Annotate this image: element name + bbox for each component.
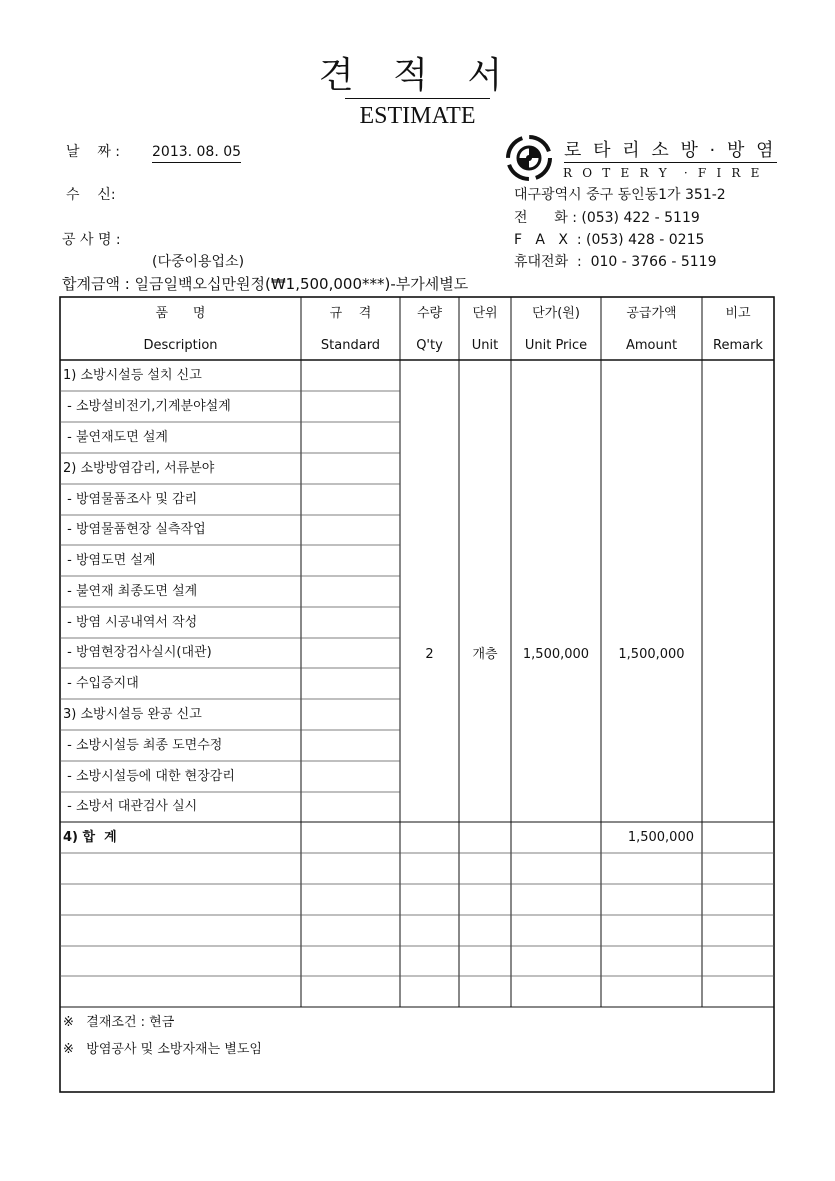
project-value: (다중이용업소) <box>152 254 245 270</box>
merged-amount-value: 1,500,000 <box>618 647 685 662</box>
table-row-description: - 방염물품현장 실측작업 <box>63 522 206 537</box>
note-separate-materials: ※ 방염공사 및 소방자재는 별도임 <box>63 1042 262 1057</box>
table-row-description: - 소방설비전기,기계분야설계 <box>63 399 231 414</box>
table-row-description: - 불연재 최종도면 설계 <box>63 584 198 599</box>
document-title-english: ESTIMATE <box>359 103 476 129</box>
header-amount-ko: 공급가액 <box>626 306 677 321</box>
header-standard-ko: 규 격 <box>329 306 372 321</box>
document-title-korean: 견 적 서 <box>318 55 517 96</box>
header-description-en: Description <box>143 338 218 353</box>
company-fax: F A X : (053) 428 - 0215 <box>514 232 705 248</box>
table-row-description: - 방염도면 설계 <box>63 553 156 568</box>
table-row-description: - 방염 시공내역서 작성 <box>63 615 198 630</box>
date-value: 2013. 08. 05 <box>152 143 241 163</box>
table-row-description: 2) 소방방염감리, 서류분야 <box>63 461 215 476</box>
table-row-description: - 소방시설등에 대한 현장감리 <box>63 769 235 784</box>
header-unit-en: Unit <box>471 338 499 353</box>
merged-unit-price-value: 1,500,000 <box>522 647 590 662</box>
total-amount-line: 합계금액 : 일금일백오십만원정(₩1,500,000***)-부가세별도 <box>62 275 469 293</box>
header-remark-en: Remark <box>713 338 763 353</box>
note-payment-terms: ※ 결재조건 : 현금 <box>63 1015 175 1030</box>
company-mobile: 휴대전화 : 010 - 3766 - 5119 <box>514 254 717 270</box>
merged-unit-value: 개층 <box>472 647 498 662</box>
table-row-description: - 수입증지대 <box>63 676 139 691</box>
recipient-label: 수 신: <box>66 187 116 203</box>
merged-qty-value: 2 <box>425 647 434 662</box>
table-row-description: - 소방시설등 최종 도면수정 <box>63 738 223 753</box>
company-phone: 전 화 : (053) 422 - 5119 <box>514 210 700 226</box>
table-row-description: 3) 소방시설등 완공 신고 <box>63 707 202 722</box>
project-label: 공 사 명 : <box>62 232 121 248</box>
company-name-english: R O T E R Y · F I R E <box>563 166 763 180</box>
header-standard-en: Standard <box>320 338 381 353</box>
sum-row-amount: 1,500,000 <box>627 830 694 845</box>
table-row-description: 1) 소방시설등 설치 신고 <box>63 368 202 383</box>
header-qty-ko: 수량 <box>416 306 443 321</box>
header-unit-price-en: Unit Price <box>524 338 588 353</box>
table-row-description: - 방염물품조사 및 감리 <box>63 492 198 507</box>
header-unit-ko: 단위 <box>472 306 498 321</box>
header-remark-ko: 비고 <box>725 306 751 321</box>
header-amount-en: Amount <box>625 338 678 353</box>
table-row-description: - 불연재도면 설계 <box>63 430 168 445</box>
table-row-description: - 소방서 대관검사 실시 <box>63 799 198 814</box>
date-label: 날 짜 : <box>66 144 121 160</box>
company-address: 대구광역시 중구 동인동1가 351-2 <box>514 187 726 203</box>
sum-row-label: 4) 합 계 <box>63 830 117 845</box>
company-name: 로 타 리 소 방 · 방 염 <box>564 140 777 161</box>
header-unit-price-ko: 단가(원) <box>532 306 580 321</box>
header-description-ko: 품 명 <box>155 306 206 321</box>
header-qty-en: Q'ty <box>416 338 443 353</box>
table-row-description: - 방염현장검사실시(대관) <box>63 645 212 660</box>
